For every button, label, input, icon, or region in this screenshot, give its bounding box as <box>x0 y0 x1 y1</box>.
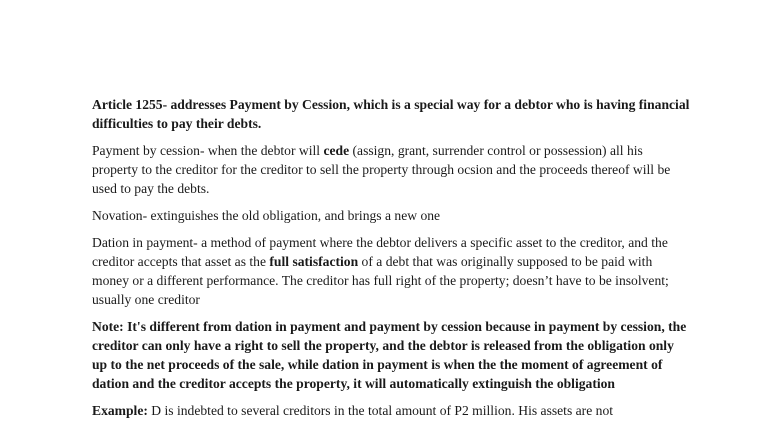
dation-text-a: Dation in payment- a method of payment where the debtor delivers a specific asset to the creditor, and the creditor accepts that asset as the <box>92 235 668 269</box>
payment-by-cession-text-a: Payment by cession- when the debtor will <box>92 143 324 158</box>
full-satisfaction-term: full satisfaction <box>269 254 359 269</box>
cede-term: cede <box>323 143 350 158</box>
payment-by-cession-paragraph <box>92 141 692 198</box>
novation-paragraph: Novation- extinguishes the old obligation, and brings a new one <box>92 208 441 223</box>
example-text: D is indebted to several creditors in the total amount of P2 million. His assets are not <box>147 403 614 418</box>
dation-in-payment-paragraph <box>92 233 692 309</box>
example-paragraph <box>92 401 692 420</box>
note-paragraph: Note: It's different from dation in payment and payment by cession because in payment by cession, the creditor can only have a right to sell the property, and the debtor is released from the obligation only up to the net proceeds of the sale, while dation in payment is when the the moment of agreement of dation and the creditor accepts the property, it will automatically extinguish the obligation <box>92 319 687 391</box>
dation-text-b: of a debt that was originally supposed to be paid with money or a different performance. The creditor has full right of the property; doesn’t have to be insolvent; usually one creditor <box>92 254 669 307</box>
document-body <box>92 95 692 428</box>
example-label: Example: <box>92 403 148 418</box>
article-heading-paragraph: Article 1255- addresses Payment by Cession, which is a special way for a debtor who is having financial difficulties to pay their debts. <box>92 97 690 131</box>
payment-by-cession-text-b: (assign, grant, surrender control or possession) all his property to the creditor for the creditor to sell the property through ocsion and the proceeds thereof will be used to pay the debts. <box>92 143 671 196</box>
